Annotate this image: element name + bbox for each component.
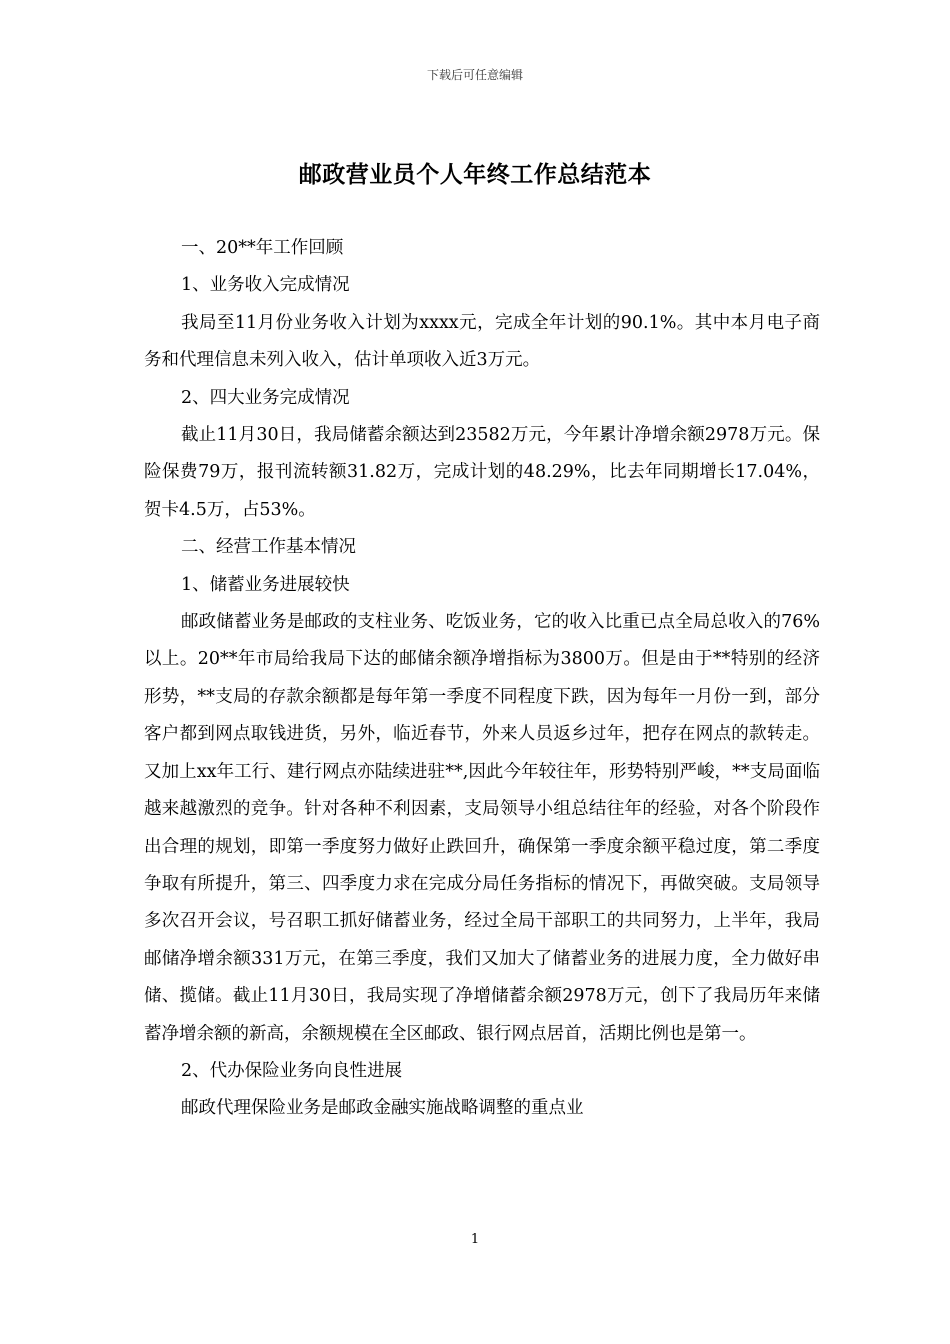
paragraph-savings: 邮政储蓄业务是邮政的支柱业务、吃饭业务，它的收入比重已点全局总收入的76%以上。20**年市局给我局下达的邮储余额净增指标为3800万。但是由于**特别的经济形势，**支局的存款余额都是每年第一季度不同程度下跌，因为每年一月份一到，部分客户都到网点取钱进货，另外，临近春节，外来人员返乡过年，把存在网点的款转走。又加上xx年工行、建行网点亦陆续进驻**,因此今年较往年，形势特别严峻，**支局面临越来越激烈的竞争。针对各种不利因素，支局领导小组总结往年的经验，对各个阶段作出合理的规划，即第一季度努力做好止跌回升，确保第一季度余额平稳过度，第二季度争取有所提升，第三、四季度力求在完成分局任务指标的情况下，再做突破。支局领导多次召开会议，号召职工抓好储蓄业务，经过全局干部职工的共同努力，上半年，我局邮储净增余额331万元，在第三季度，我们又加大了储蓄业务的进展力度，全力做好串储、揽储。截止11月30日，我局实现了净增储蓄余额2978万元，创下了我局历年来储蓄净增余额的新高，余额规模在全区邮政、银行网点居首，活期比例也是第一。 (144, 612, 820, 1044)
section-heading-review: 一、20**年工作回顾 (181, 238, 344, 258)
paragraph-four-businesses: 截止11月30日，我局储蓄余额达到23582万元，今年累计净增余额2978万元。保险保费79万，报刊流转额31.82万，完成计划的48.29%，比去年同期增长17.04%，贺卡4.5万，占53%。 (144, 425, 820, 520)
subheading-savings: 1、储蓄业务进展较快 (181, 574, 350, 595)
paragraph-insurance: 邮政代理保险业务是邮政金融实施战略调整的重点业 (181, 1098, 584, 1119)
subheading-four-businesses: 2、四大业务完成情况 (181, 387, 350, 408)
document-body (144, 230, 820, 1128)
subheading-revenue: 1、业务收入完成情况 (181, 275, 350, 296)
page-number: 1 (470, 1232, 480, 1247)
section-heading-operations: 二、经营工作基本情况 (181, 537, 356, 558)
subheading-insurance: 2、代办保险业务向良性进展 (181, 1060, 403, 1081)
paragraph-revenue: 我局至11月份业务收入计划为xxxx元，完成全年计划的90.1%。其中本月电子商务和代理信息未列入收入，估计单项收入近3万元。 (144, 312, 820, 371)
header-note: 下载后可任意编辑 (426, 68, 523, 82)
document-title: 邮政营业员个人年终工作总结范本 (298, 161, 652, 188)
